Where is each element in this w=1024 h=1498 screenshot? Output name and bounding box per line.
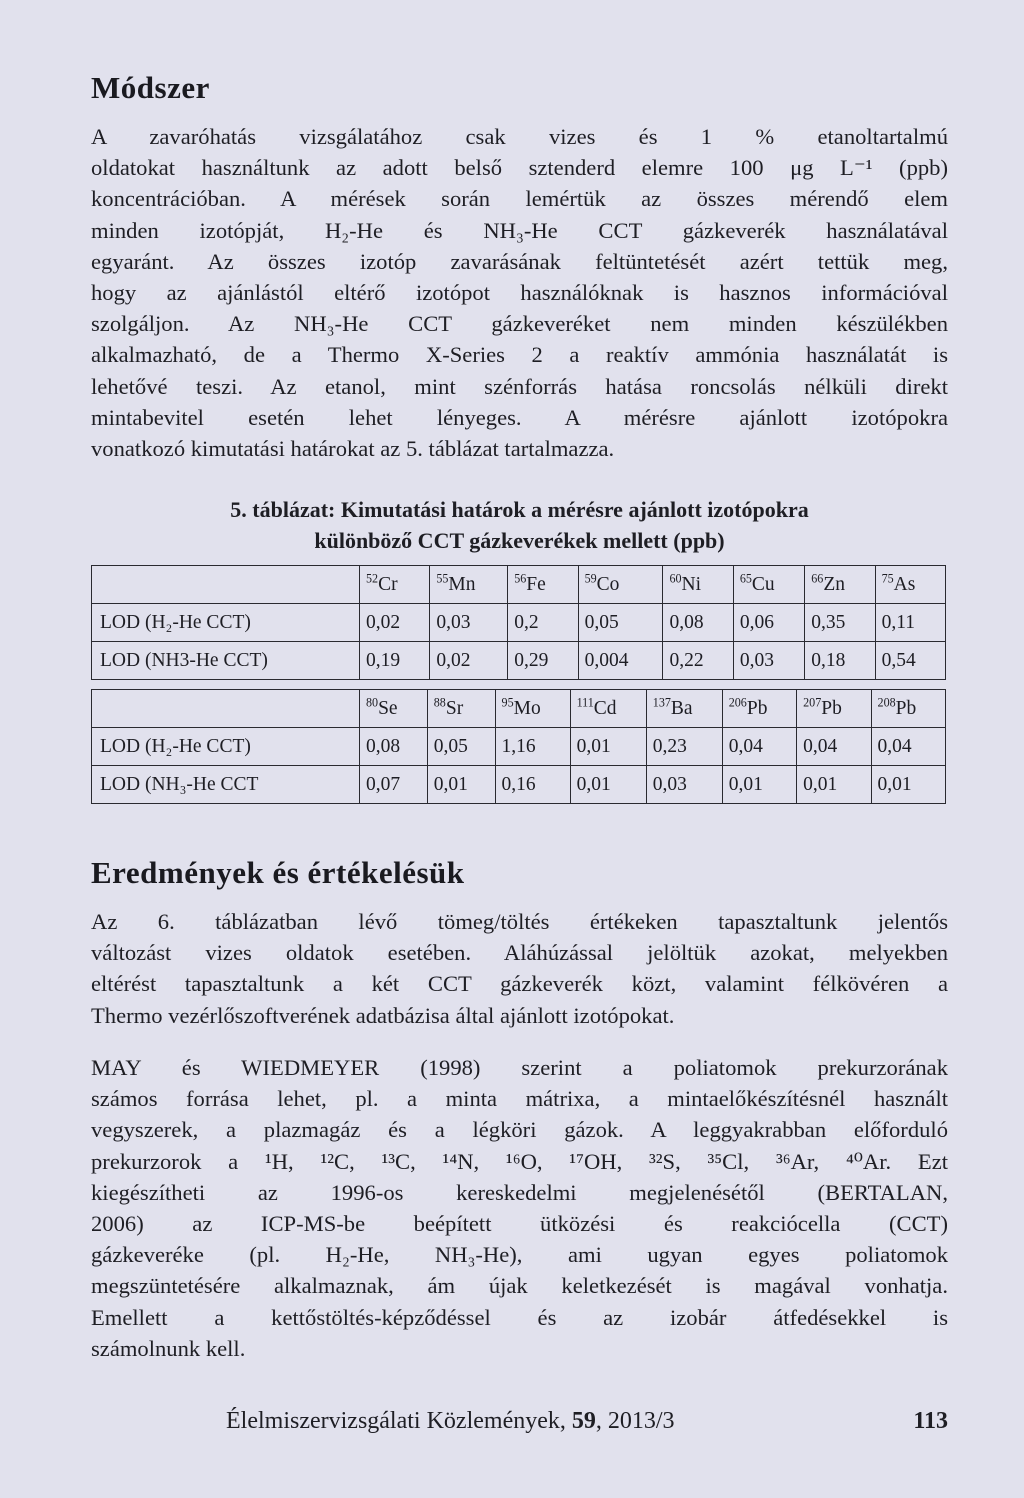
lod-value-cell: 0,05 — [427, 728, 495, 766]
mass-number: 56 — [514, 571, 527, 585]
footer-journal: Élelmiszervizsgálati Közlemények, — [226, 1408, 572, 1434]
corner-cell — [92, 690, 360, 728]
lod-value-cell: 0,2 — [508, 604, 578, 642]
element-symbol: Sr — [445, 697, 464, 719]
isotope-header — [733, 566, 804, 604]
element-symbol: Ni — [681, 573, 702, 595]
table-row — [92, 642, 946, 680]
isotope-header-row — [92, 566, 946, 604]
mass-number: 95 — [501, 695, 514, 709]
lod-value-cell: 0,22 — [663, 642, 733, 680]
mass-number: 59 — [584, 571, 597, 585]
text-line: Az 6. táblázatban lévő tömeg/töltés értékeken tapasztaltunk jelentős — [91, 909, 948, 934]
text-line: alkalmazható, de a Thermo X-Series 2 a reaktív ammónia használatát is — [91, 342, 948, 368]
text-line: hogy az ajánlástól eltérő izotópot használóknak is hasznos információval — [91, 280, 948, 306]
table-caption — [91, 494, 948, 556]
text-line: koncentrációban. A mérések során lemértük az összes mérendő elem — [91, 186, 948, 212]
lod-value-cell: 0,04 — [871, 728, 945, 766]
isotope-header — [663, 566, 733, 604]
element-symbol: Mn — [448, 573, 476, 595]
element-symbol: Fe — [526, 573, 546, 595]
mass-number: 111 — [576, 695, 594, 709]
page-footer — [226, 1408, 948, 1435]
lod-value-cell: 0,29 — [508, 642, 578, 680]
isotope-header — [797, 690, 871, 728]
isotope-header — [722, 690, 796, 728]
lod-value-cell: 0,54 — [875, 642, 945, 680]
text-line: gázkeveréke (pl. H₂-He, NH₃-He), ami ugyan egyes poliatomok — [91, 1242, 948, 1268]
isotope-header — [427, 690, 495, 728]
lod-table-block-1 — [91, 565, 946, 680]
element-symbol: Zn — [823, 573, 845, 595]
mass-number: 66 — [811, 571, 824, 585]
lod-value-cell: 0,16 — [495, 766, 570, 804]
text-line: vegyszerek, a plazmagáz és a légköri gázok. A leggyakrabban előforduló — [91, 1117, 948, 1143]
table-row — [92, 604, 946, 642]
text-line: megszüntetésére alkalmaznak, ám újak keletkezését is magával vonhatja. — [91, 1273, 948, 1299]
isotope-header — [570, 690, 646, 728]
mass-number: 80 — [366, 695, 379, 709]
element-symbol: Pb — [821, 697, 842, 719]
isotope-header — [871, 690, 945, 728]
lod-value-cell: 0,04 — [722, 728, 796, 766]
isotope-header — [805, 566, 875, 604]
element-symbol: Pb — [746, 697, 768, 719]
lod-value-cell: 0,23 — [646, 728, 722, 766]
lod-value-cell: 0,02 — [430, 642, 508, 680]
text-line: változást vizes oldatok esetében. Aláhúzással jelöltük azokat, melyekben — [91, 940, 948, 966]
lod-value-cell: 0,35 — [805, 604, 875, 642]
text-line: prekurzorok a ¹H, ¹²C, ¹³C, ¹⁴N, ¹⁶O, ¹⁷OH, ³²S, ³⁵Cl, ³⁶Ar, ⁴⁰Ar. Ezt — [91, 1148, 948, 1174]
lod-value-cell: 0,04 — [797, 728, 871, 766]
text-line: vonatkozó kimutatási határokat az 5. táblázat tartalmazza. — [91, 436, 615, 462]
text-line: oldatokat használtunk az adott belső sztenderd elemre 100 μg L⁻¹ (ppb) — [91, 155, 948, 181]
mass-number: 60 — [669, 571, 682, 585]
lod-value-cell: 0,05 — [578, 604, 663, 642]
mass-number: 137 — [652, 695, 671, 709]
text-line: számos forrása lehet, pl. a minta mátrixa, a mintaelőkészítésnél használt — [91, 1086, 948, 1112]
page-number: 113 — [913, 1408, 948, 1434]
text-line: kiegészítheti az 1996-os kereskedelmi megjelenésétől (BERTALAN, — [91, 1179, 948, 1205]
isotope-header — [360, 690, 428, 728]
lod-value-cell: 0,03 — [733, 642, 804, 680]
element-symbol: Cd — [593, 697, 617, 719]
mass-number: 75 — [881, 571, 894, 585]
isotope-header — [508, 566, 578, 604]
mass-number: 55 — [436, 571, 449, 585]
text-line: lehetővé teszi. Az etanol, mint szénforrás hatása roncsolás nélküli direkt — [91, 373, 948, 399]
text-line: egyaránt. Az összes izotóp zavarásának feltüntetését azért tettük meg, — [91, 248, 948, 274]
lod-value-cell: 0,01 — [797, 766, 871, 804]
mass-number: 206 — [728, 695, 747, 709]
results-heading: Eredmények és értékelésük — [91, 855, 465, 890]
method-paragraph — [91, 121, 948, 464]
results-paragraph-2 — [91, 1052, 948, 1364]
mass-number: 208 — [877, 695, 896, 709]
lod-value-cell: 0,11 — [875, 604, 945, 642]
lod-value-cell: 0,01 — [871, 766, 945, 804]
isotope-header-row — [92, 690, 946, 728]
text-line: mintabevitel esetén lehet lényeges. A mérésre ajánlott izotópokra — [91, 404, 948, 430]
footer-volume: 59 — [571, 1408, 596, 1434]
element-symbol: Se — [378, 697, 398, 719]
mass-number: 65 — [739, 571, 752, 585]
lod-value-cell: 0,01 — [570, 728, 646, 766]
lod-table-block-2 — [91, 689, 946, 804]
lod-value-cell: 0,06 — [733, 604, 804, 642]
lod-value-cell: 0,03 — [430, 604, 508, 642]
lod-value-cell: 0,18 — [805, 642, 875, 680]
row-label: LOD (NH3-He CCT) — [92, 642, 360, 680]
mass-number: 207 — [803, 695, 822, 709]
isotope-header — [646, 690, 722, 728]
row-label: LOD (NH₃-He CCT — [92, 766, 360, 804]
table-caption-line-2: különböző CCT gázkeverékek mellett (ppb) — [314, 528, 725, 553]
lod-value-cell: 1,16 — [495, 728, 570, 766]
isotope-header — [360, 566, 430, 604]
isotope-header — [875, 566, 945, 604]
method-heading: Módszer — [91, 70, 210, 105]
row-label: LOD (H₂-He CCT) — [92, 728, 360, 766]
lod-value-cell: 0,07 — [360, 766, 428, 804]
element-symbol: As — [893, 573, 916, 595]
element-symbol: Cr — [378, 573, 398, 595]
text-line: A zavaróhatás vizsgálatához csak vizes és 1 % etanoltartalmú — [91, 124, 948, 149]
table-row — [92, 728, 946, 766]
element-symbol: Pb — [895, 697, 917, 719]
lod-value-cell: 0,08 — [663, 604, 733, 642]
lod-value-cell: 0,004 — [578, 642, 663, 680]
text-line: számolnunk kell. — [91, 1335, 246, 1361]
mass-number: 88 — [433, 695, 446, 709]
footer-issue: , 2013/3 — [595, 1408, 675, 1434]
isotope-header — [578, 566, 663, 604]
table-caption-line-1: 5. táblázat: Kimutatási határok a mérésre ajánlott izotópokra — [230, 497, 809, 522]
results-paragraph-1 — [91, 906, 948, 1031]
text-line: Thermo vezérlőszoftverének adatbázisa által ajánlott izotópokat. — [91, 1002, 675, 1028]
mass-number: 52 — [366, 571, 379, 585]
lod-value-cell: 0,19 — [360, 642, 430, 680]
element-symbol: Cu — [751, 573, 775, 595]
lod-value-cell: 0,01 — [722, 766, 796, 804]
lod-value-cell: 0,03 — [646, 766, 722, 804]
text-line: 2006) az ICP-MS-be beépített ütközési és reakciócella (CCT) — [91, 1211, 948, 1237]
lod-value-cell: 0,08 — [360, 728, 428, 766]
text-line: eltérést tapasztaltunk a két CCT gázkeverék közt, valamint félkövéren a — [91, 971, 948, 997]
lod-value-cell: 0,01 — [570, 766, 646, 804]
lod-value-cell: 0,01 — [427, 766, 495, 804]
text-line: minden izotópját, H₂-He és NH₃-He CCT gázkeverék használatával — [91, 217, 948, 243]
text-line: MAY és WIEDMEYER (1998) szerint a poliatomok prekurzorának — [91, 1055, 948, 1080]
element-symbol: Co — [596, 573, 620, 595]
element-symbol: Mo — [513, 697, 541, 719]
corner-cell — [92, 566, 360, 604]
text-line: szolgáljon. Az NH₃-He CCT gázkeveréket nem minden készülékben — [91, 311, 948, 337]
isotope-header — [495, 690, 570, 728]
row-label: LOD (H₂-He CCT) — [92, 604, 360, 642]
text-line: Emellett a kettőstöltés-képződéssel és az izobár átfedésekkel is — [91, 1304, 948, 1330]
element-symbol: Ba — [670, 697, 693, 719]
table-row — [92, 766, 946, 804]
lod-value-cell: 0,02 — [360, 604, 430, 642]
isotope-header — [430, 566, 508, 604]
